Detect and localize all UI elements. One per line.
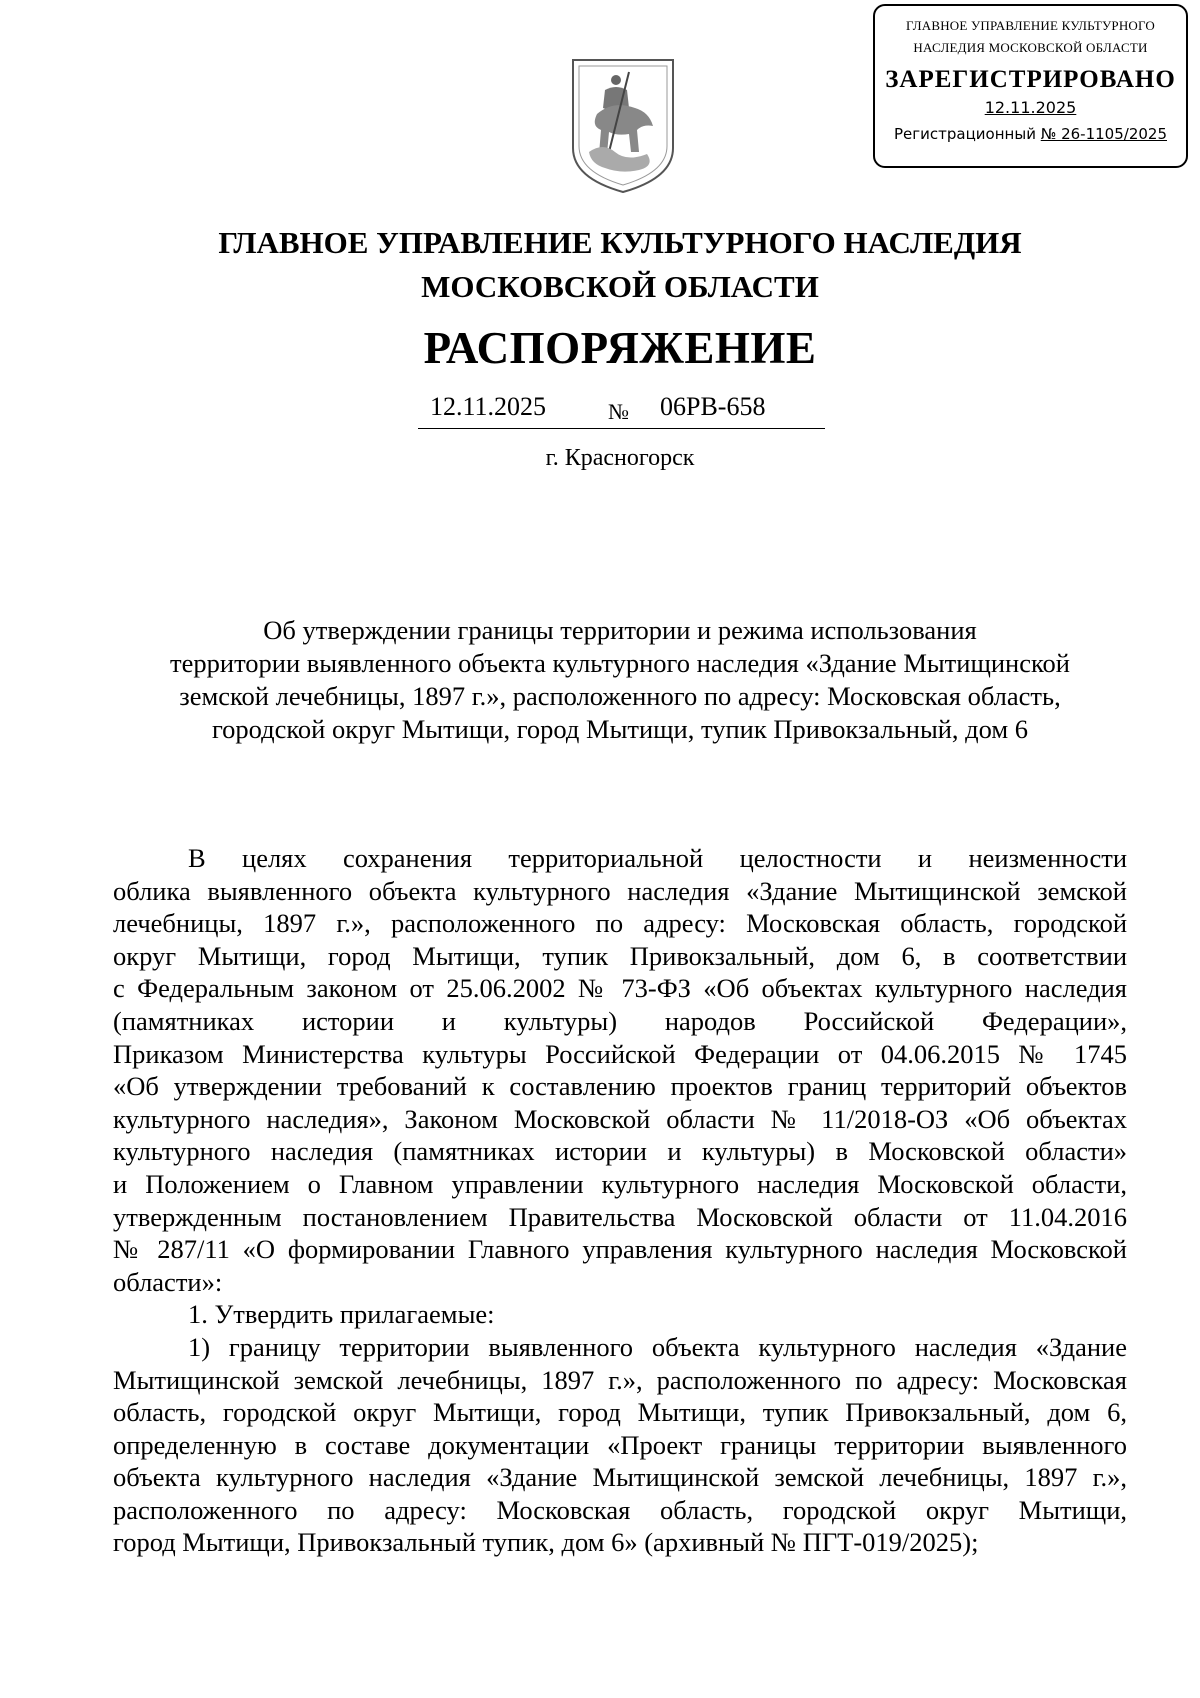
body-line: Мытищинской земской лечебницы, 1897 г.», расположенного по адресу: Московская xyxy=(113,1364,1127,1395)
subject-line: территории выявленного объекта культурного наследия «Здание Мытищинской xyxy=(170,648,1070,678)
body-line: (памятниках истории и культуры) народов Российской Федерации», xyxy=(113,1005,1127,1036)
document-body xyxy=(113,842,1127,1559)
organization-title xyxy=(0,221,1200,309)
body-line: город Мытищи, Привокзальный тупик, дом 6» (архивный № ПГТ-019/2025); xyxy=(113,1527,979,1558)
body-line: В целях сохранения территориальной целостности и неизменности xyxy=(188,843,1127,873)
document-subject xyxy=(113,614,1127,746)
subject-line: земской лечебницы, 1897 г.», расположенного по адресу: Московская область, xyxy=(179,681,1061,711)
body-line: 1. Утвердить прилагаемые: xyxy=(188,1299,495,1330)
stamp-organization xyxy=(875,14,1186,60)
body-line: область, городской округ Мытищи, город Мытищи, тупик Привокзальный, дом 6, xyxy=(113,1397,1127,1428)
body-line: культурного наследия», Законом Московской области № 11/2018-ОЗ «Об объектах xyxy=(113,1103,1127,1134)
organization-title-line-2: МОСКОВСКОЙ ОБЛАСТИ xyxy=(421,269,819,304)
body-line: утвержденным постановлением Правительства Московской области от 11.04.2016 xyxy=(113,1201,1127,1232)
coat-of-arms-icon xyxy=(569,56,677,196)
body-line: 1) границу территории выявленного объекта культурного наследия «Здание xyxy=(188,1331,1127,1362)
body-line: № 287/11 «О формировании Главного управления культурного наследия Московской xyxy=(113,1234,1127,1265)
stamp-date: 12.11.2025 xyxy=(984,98,1077,117)
body-line: лечебницы, 1897 г.», расположенного по адресу: Московская область, городской xyxy=(113,908,1127,939)
subject-line: Об утверждении границы территории и режима использования xyxy=(263,615,977,645)
body-line: объекта культурного наследия «Здание Мытищинской земской лечебницы, 1897 г.», xyxy=(113,1462,1127,1493)
stamp-org-line-2: НАСЛЕДИЯ МОСКОВСКОЙ ОБЛАСТИ xyxy=(913,40,1148,55)
subject-line: городской округ Мытищи, город Мытищи, тупик Привокзальный, дом 6 xyxy=(211,714,1029,744)
body-line: округ Мытищи, город Мытищи, тупик Привокзальный, дом 6, в соответствии xyxy=(113,940,1127,971)
body-line: области»: xyxy=(113,1266,223,1297)
body-line: определенную в составе документации «Проект границы территории выявленного xyxy=(113,1429,1127,1460)
document-date: 12.11.2025 xyxy=(430,392,547,421)
stamp-status: ЗАРЕГИСТРИРОВАНО xyxy=(885,66,1176,93)
body-line: и Положением о Главном управлении культурного наследия Московской области, xyxy=(113,1168,1127,1199)
stamp-reg-number: № 26-1105/2025 xyxy=(1040,125,1167,143)
stamp-registration-number xyxy=(875,125,1186,143)
body-line: расположенного по адресу: Московская область, городской округ Мытищи, xyxy=(113,1494,1127,1525)
body-line: Приказом Министерства культуры Российской Федерации от 04.06.2015 № 1745 xyxy=(113,1038,1127,1069)
document-date-number-line xyxy=(418,392,825,429)
document-number: 06РВ-658 xyxy=(660,392,766,421)
registration-stamp xyxy=(873,4,1188,168)
body-line: облика выявленного объекта культурного наследия «Здание Мытищинской земской xyxy=(113,875,1127,906)
stamp-org-line-1: ГЛАВНОЕ УПРАВЛЕНИЕ КУЛЬТУРНОГО xyxy=(905,18,1155,33)
document-city: г. Красногорск xyxy=(545,445,695,471)
body-line: культурного наследия (памятниках истории и культуры) в Московской области» xyxy=(113,1136,1127,1167)
document-type: РАСПОРЯЖЕНИЕ xyxy=(423,323,817,373)
number-sign: № xyxy=(608,399,629,424)
body-line: «Об утверждении требований к составлению проектов границ территорий объектов xyxy=(113,1071,1127,1102)
stamp-reg-label: Регистрационный xyxy=(894,125,1041,143)
organization-title-line-1: ГЛАВНОЕ УПРАВЛЕНИЕ КУЛЬТУРНОГО НАСЛЕДИЯ xyxy=(218,225,1022,260)
body-line: с Федеральным законом от 25.06.2002 № 73-ФЗ «Об объектах культурного наследия xyxy=(113,973,1127,1004)
